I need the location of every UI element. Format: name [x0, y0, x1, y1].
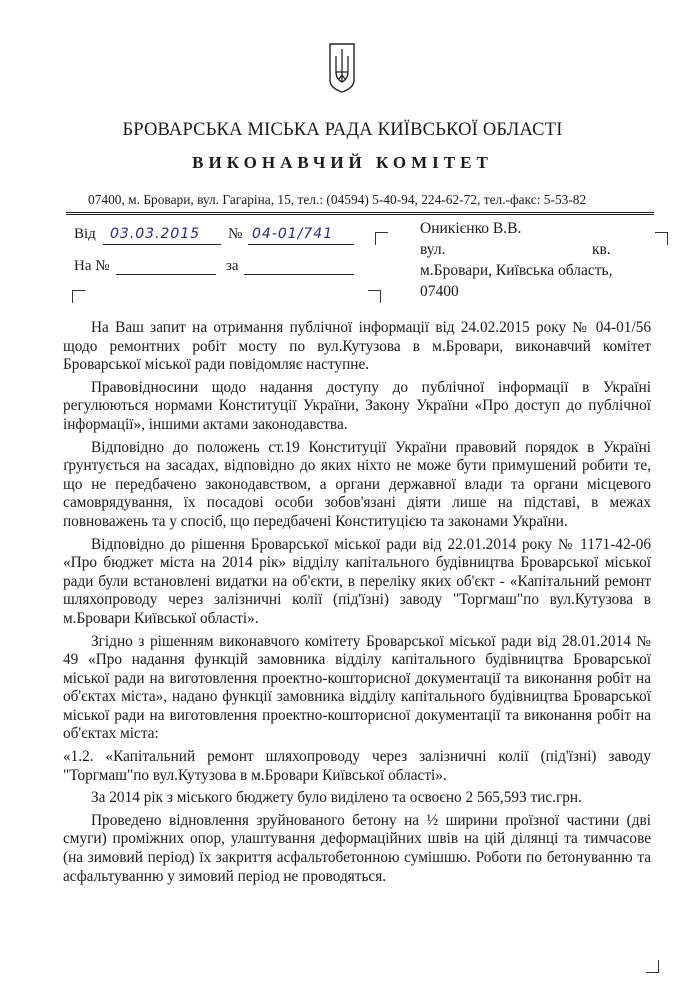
body-paragraph: Правовідносини щодо надання доступу до публічної інформації в Україні регулюються нормами Конституції України, Закону України «Про доступ до публічної інформації», іншими актами законодавства.	[63, 378, 651, 433]
reply-date-underline	[244, 274, 354, 275]
body-paragraph: «1.2. «Капітальний ремонт шляхопроводу через залізничні колії (під'їзні) заводу "Торгмаш"по вул.Кутузова в м.Бровари Київської області».	[63, 748, 651, 784]
organization-name: БРОВАРСЬКА МІСЬКА РАДА КИЇВСЬКОЇ ОБЛАСТІ	[122, 120, 563, 140]
addressee-name: Оникієнко В.В.	[420, 220, 522, 237]
executive-committee-title: ВИКОНАВЧИЙ КОМІТЕТ	[192, 153, 493, 172]
reply-number-underline	[116, 274, 216, 275]
body-paragraph: Згідно з рішенням виконавчого комітету Броварської міської ради від 28.01.2014 № 49 «Про надання функцій замовника відділу капітального будівництва Броварської міської ради на виготовлення проектно-кошторисної документації та виконання робіт на об'єктах міста», надано функції замовника відділу капітального будівництва Броварської міської ради на виготовлення проектно-кошторисної документації та виконання робіт на об'єктах міста:	[63, 632, 651, 743]
body-paragraph: Відповідно до рішення Броварської міської ради від 22.01.2014 року № 1171-42-06 «Про бюджет міста на 2014 рік» відділу капітального будівництва Броварської міської ради були встановлені видатки на об'єкти, в переліку яких об'єкт - «Капітальний ремонт шляхопроводу через залізничні колії (під'їзні) заводу "Торгмаш"по вул.Кутузова в м.Бровари Київської області».	[63, 535, 651, 627]
body-paragraph: На Ваш запит на отримання публічної інформації від 24.02.2015 року № 04-01/56 щодо ремонтних робіт мосту по вул.Кутузова в м.Бровари, виконавчий комітет Броварської міської ради повідомляє наступне.	[63, 319, 651, 374]
addressee-city: м.Бровари, Київська область,	[420, 262, 613, 279]
body-paragraph: Відповідно до положень ст.19 Конституції України правовий порядок в Україні ґрунтується на засадах, відповідно до яких ніхто не може бути примушений робити те, що не передбачено законодавством, а органи державної влади та органи місцевого самоврядування, їх посадові особи зобов'язані діяти лише на підставі, в межах повноважень та у спосіб, що передбачені Конституцією та законами України.	[63, 438, 651, 530]
letter-body	[63, 319, 651, 886]
tryzub-emblem-icon	[327, 42, 357, 94]
reply-date-label: за	[226, 258, 239, 274]
bottom-corner-mark	[646, 960, 659, 973]
date-underline	[103, 244, 221, 245]
addressee-block	[420, 218, 613, 302]
from-label: Від	[74, 226, 96, 242]
addressee-corner-left	[375, 232, 388, 245]
addressee-corner-right	[655, 232, 668, 245]
number-label: №	[228, 226, 243, 242]
outgoing-number-handwritten: 04-01/741	[252, 226, 334, 242]
body-paragraph: За 2014 рік з міського бюджету було виділено та освоєно 2 565,593 тис.грн.	[91, 789, 582, 807]
addressee-apartment-label: кв.	[592, 241, 611, 258]
addressee-street-label: вул.	[420, 241, 446, 258]
organization-address: 07400, м. Бровари, вул. Гагаріна, 15, тел.: (04594) 5-40-94, 224-62-72, тел.-факс: 5-53-82	[88, 192, 587, 207]
addressee-postcode: 07400	[420, 283, 459, 300]
body-paragraph: Проведено відновлення зруйнованого бетону на ½ ширини проїзної частини (дві смуги) проміжних опор, улаштування деформаційних швів на цій ділянці та тимчасове (на зимовий період) їх закриття асфальтобетонною сумішшю. Роботи по бетонуванню та асфальтуванню у зимовий період не проводяться.	[63, 811, 651, 885]
outgoing-date-handwritten: 03.03.2015	[110, 226, 201, 242]
header-divider	[66, 212, 654, 215]
reply-to-label: На №	[74, 258, 110, 274]
addressee-street-row	[420, 239, 613, 260]
subject-corner-right	[368, 290, 381, 303]
subject-corner-left	[72, 290, 85, 303]
number-underline	[248, 244, 354, 245]
